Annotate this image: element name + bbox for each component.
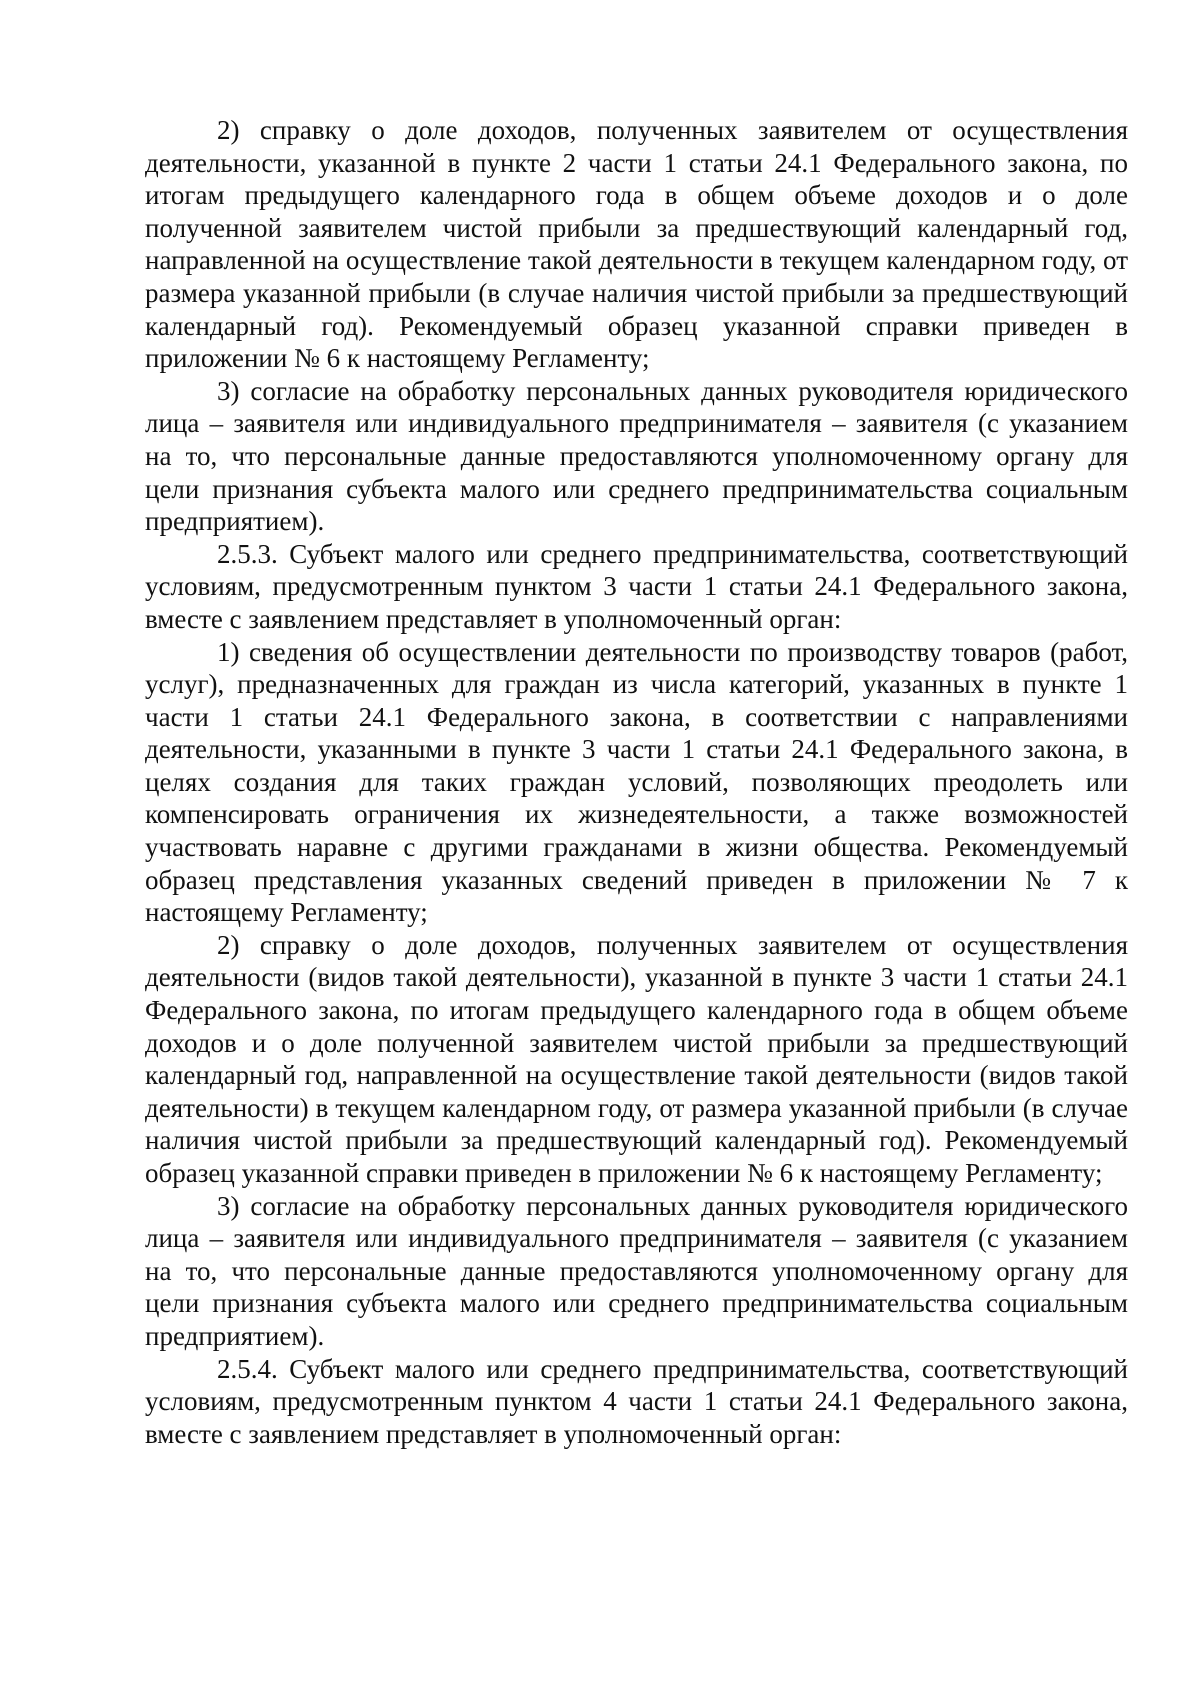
paragraph-section-2-5-4: 2.5.4. Субъект малого или среднего предпринимательства, соответствующий условиям, предусмотренным пунктом 4 части 1 статьи 24.1 Федерального закона, вместе с заявлением представляет в уполномоченный орган: bbox=[145, 1353, 1128, 1449]
paragraph-certificate-income-item-2: 2) справку о доле доходов, полученных заявителем от осуществления деятельности, указанной в пункте 2 части 1 статьи 24.1 Федерального закона, по итогам предыдущего календарного года в общем объеме доходов и о доле полученной заявителем чистой прибыли за предшествующий календарный год, направленной на осуществление такой деятельности в текущем календарном году, от размера указанной прибыли (в случае наличия чистой прибыли за предшествующий календарный год). Рекомендуемый образец указанной справки приведен в приложении № 6 к настоящему Регламенту; bbox=[145, 115, 1128, 374]
document-body bbox=[145, 114, 1128, 1450]
paragraph-activity-info-item-1: 1) сведения об осуществлении деятельности по производству товаров (работ, услуг), предназначенных для граждан из числа категорий, указанных в пункте 1 части 1 статьи 24.1 Федерального закона, в соответствии с направлениями деятельности, указанными в пункте 3 части 1 статьи 24.1 Федерального закона, в целях создания для таких граждан условий, позволяющих преодолеть или компенсировать ограничения их жизнедеятельности, а также возможностей участвовать наравне с другими гражданами в жизни общества. Рекомендуемый образец представления указанных сведений приведен в приложении № 7 к настоящему Регламенту; bbox=[145, 636, 1128, 928]
paragraph-consent-item-3b: 3) согласие на обработку персональных данных руководителя юридического лица – заявителя или индивидуального предпринимателя – заявителя (с указанием на то, что персональные данные предоставляются уполномоченному органу для цели признания субъекта малого или среднего предпринимательства социальным предприятием). bbox=[145, 1190, 1128, 1351]
paragraph-certificate-income-item-2b: 2) справку о доле доходов, полученных заявителем от осуществления деятельности (видов такой деятельности), указанной в пункте 3 части 1 статьи 24.1 Федерального закона, по итогам предыдущего календарного года в общем объеме доходов и о доле полученной заявителем чистой прибыли за предшествующий календарный год, направленной на осуществление такой деятельности (видов такой деятельности) в текущем календарном году, от размера указанной прибыли (в случае наличия чистой прибыли за предшествующий календарный год). Рекомендуемый образец указанной справки приведен в приложении № 6 к настоящему Регламенту; bbox=[145, 929, 1128, 1188]
paragraph-section-2-5-3: 2.5.3. Субъект малого или среднего предпринимательства, соответствующий условиям, предусмотренным пунктом 3 части 1 статьи 24.1 Федерального закона, вместе с заявлением представляет в уполномоченный орган: bbox=[145, 538, 1128, 634]
paragraph-consent-item-3: 3) согласие на обработку персональных данных руководителя юридического лица – заявителя или индивидуального предпринимателя – заявителя (с указанием на то, что персональные данные предоставляются уполномоченному органу для цели признания субъекта малого или среднего предпринимательства социальным предприятием). bbox=[145, 375, 1128, 537]
